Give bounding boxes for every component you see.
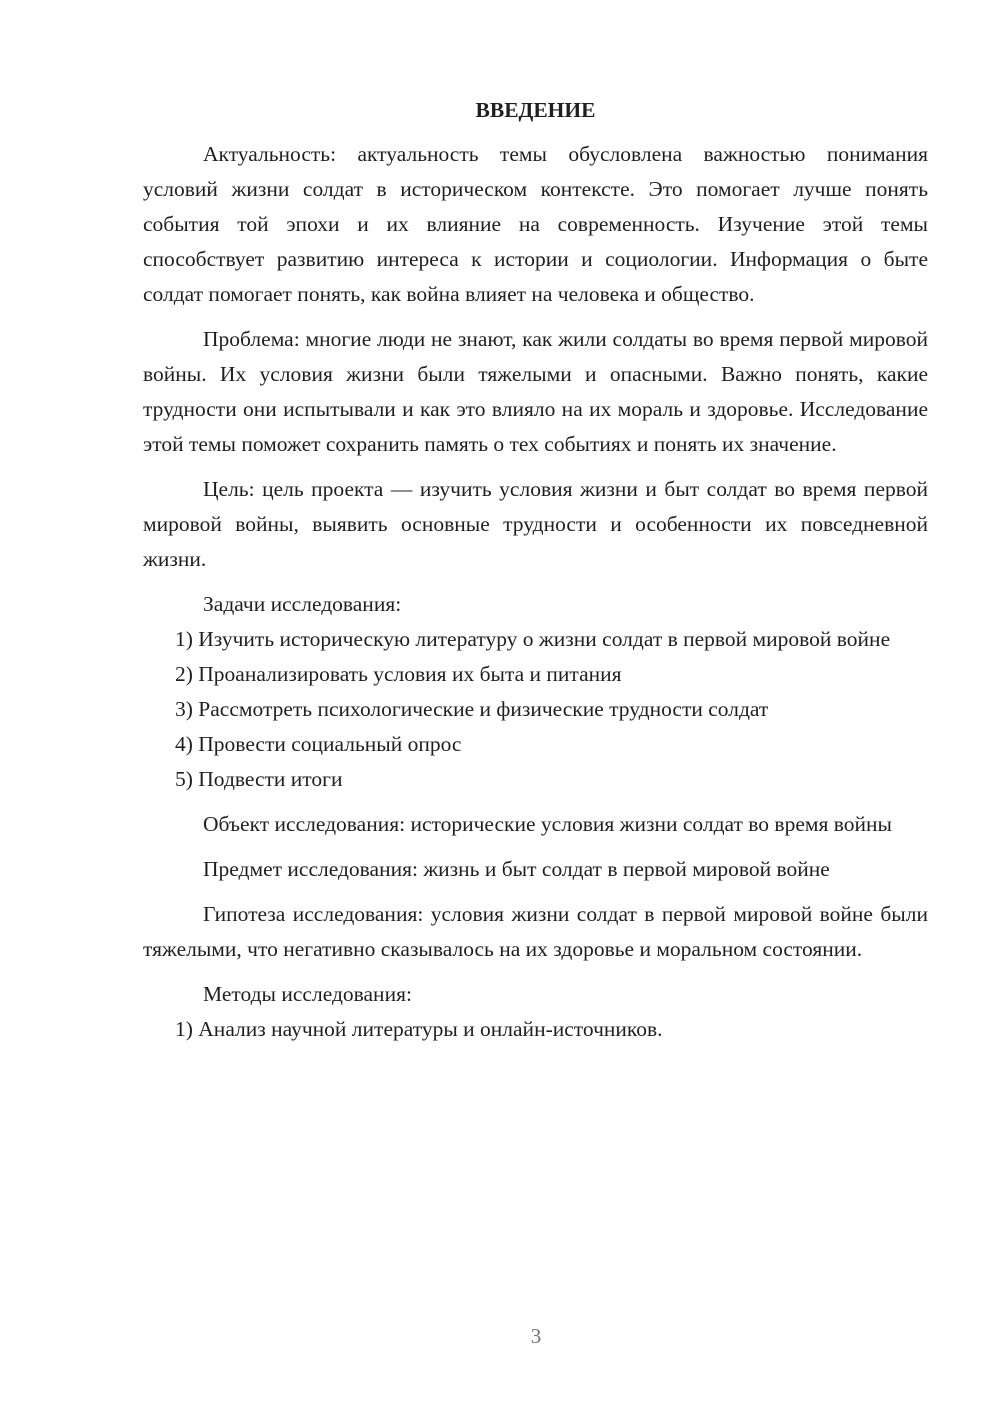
page-content — [143, 95, 928, 1047]
tasks-heading: Задачи исследования: — [203, 592, 402, 616]
object-paragraph: Объект исследования: исторические условия жизни солдат во время войны — [203, 812, 892, 836]
problem-paragraph: Проблема: многие люди не знают, как жили солдаты во время первой мировой войны. Их условия жизни были тяжелыми и опасными. Важно понять, какие трудности они испытывали и как это влияло на их мораль и здоровье. Исследование этой темы поможет сохранить память о тех событиях и понять их значение. — [143, 327, 928, 456]
methods-heading: Методы исследования: — [203, 982, 412, 1006]
subject-paragraph: Предмет исследования: жизнь и быт солдат в первой мировой войне — [203, 857, 830, 881]
hypothesis-paragraph: Гипотеза исследования: условия жизни солдат в первой мировой войне были тяжелыми, что негативно сказывалось на их здоровье и моральном состоянии. — [143, 902, 928, 961]
task-item-5: 5) Подвести итоги — [175, 767, 343, 791]
page-title: ВВЕДЕНИЕ — [475, 98, 596, 122]
task-item-4: 4) Провести социальный опрос — [175, 732, 462, 756]
page-number: 3 — [530, 1324, 542, 1348]
task-item-3: 3) Рассмотреть психологические и физические трудности солдат — [175, 697, 769, 721]
method-item-1: 1) Анализ научной литературы и онлайн-источников. — [175, 1017, 663, 1041]
task-item-2: 2) Проанализировать условия их быта и питания — [175, 662, 622, 686]
task-item-1: 1) Изучить историческую литературу о жизни солдат в первой мировой войне — [175, 627, 891, 651]
relevance-paragraph: Актуальность: актуальность темы обусловлена важностью понимания условий жизни солдат в историческом контексте. Это помогает лучше понять события той эпохи и их влияние на современность. Изучение этой темы способствует развитию интереса к истории и социологии. Информация о быте солдат помогает понять, как война влияет на человека и общество. — [143, 142, 928, 306]
goal-paragraph: Цель: цель проекта — изучить условия жизни и быт солдат во время первой мировой войны, выявить основные трудности и особенности их повседневной жизни. — [143, 477, 928, 571]
